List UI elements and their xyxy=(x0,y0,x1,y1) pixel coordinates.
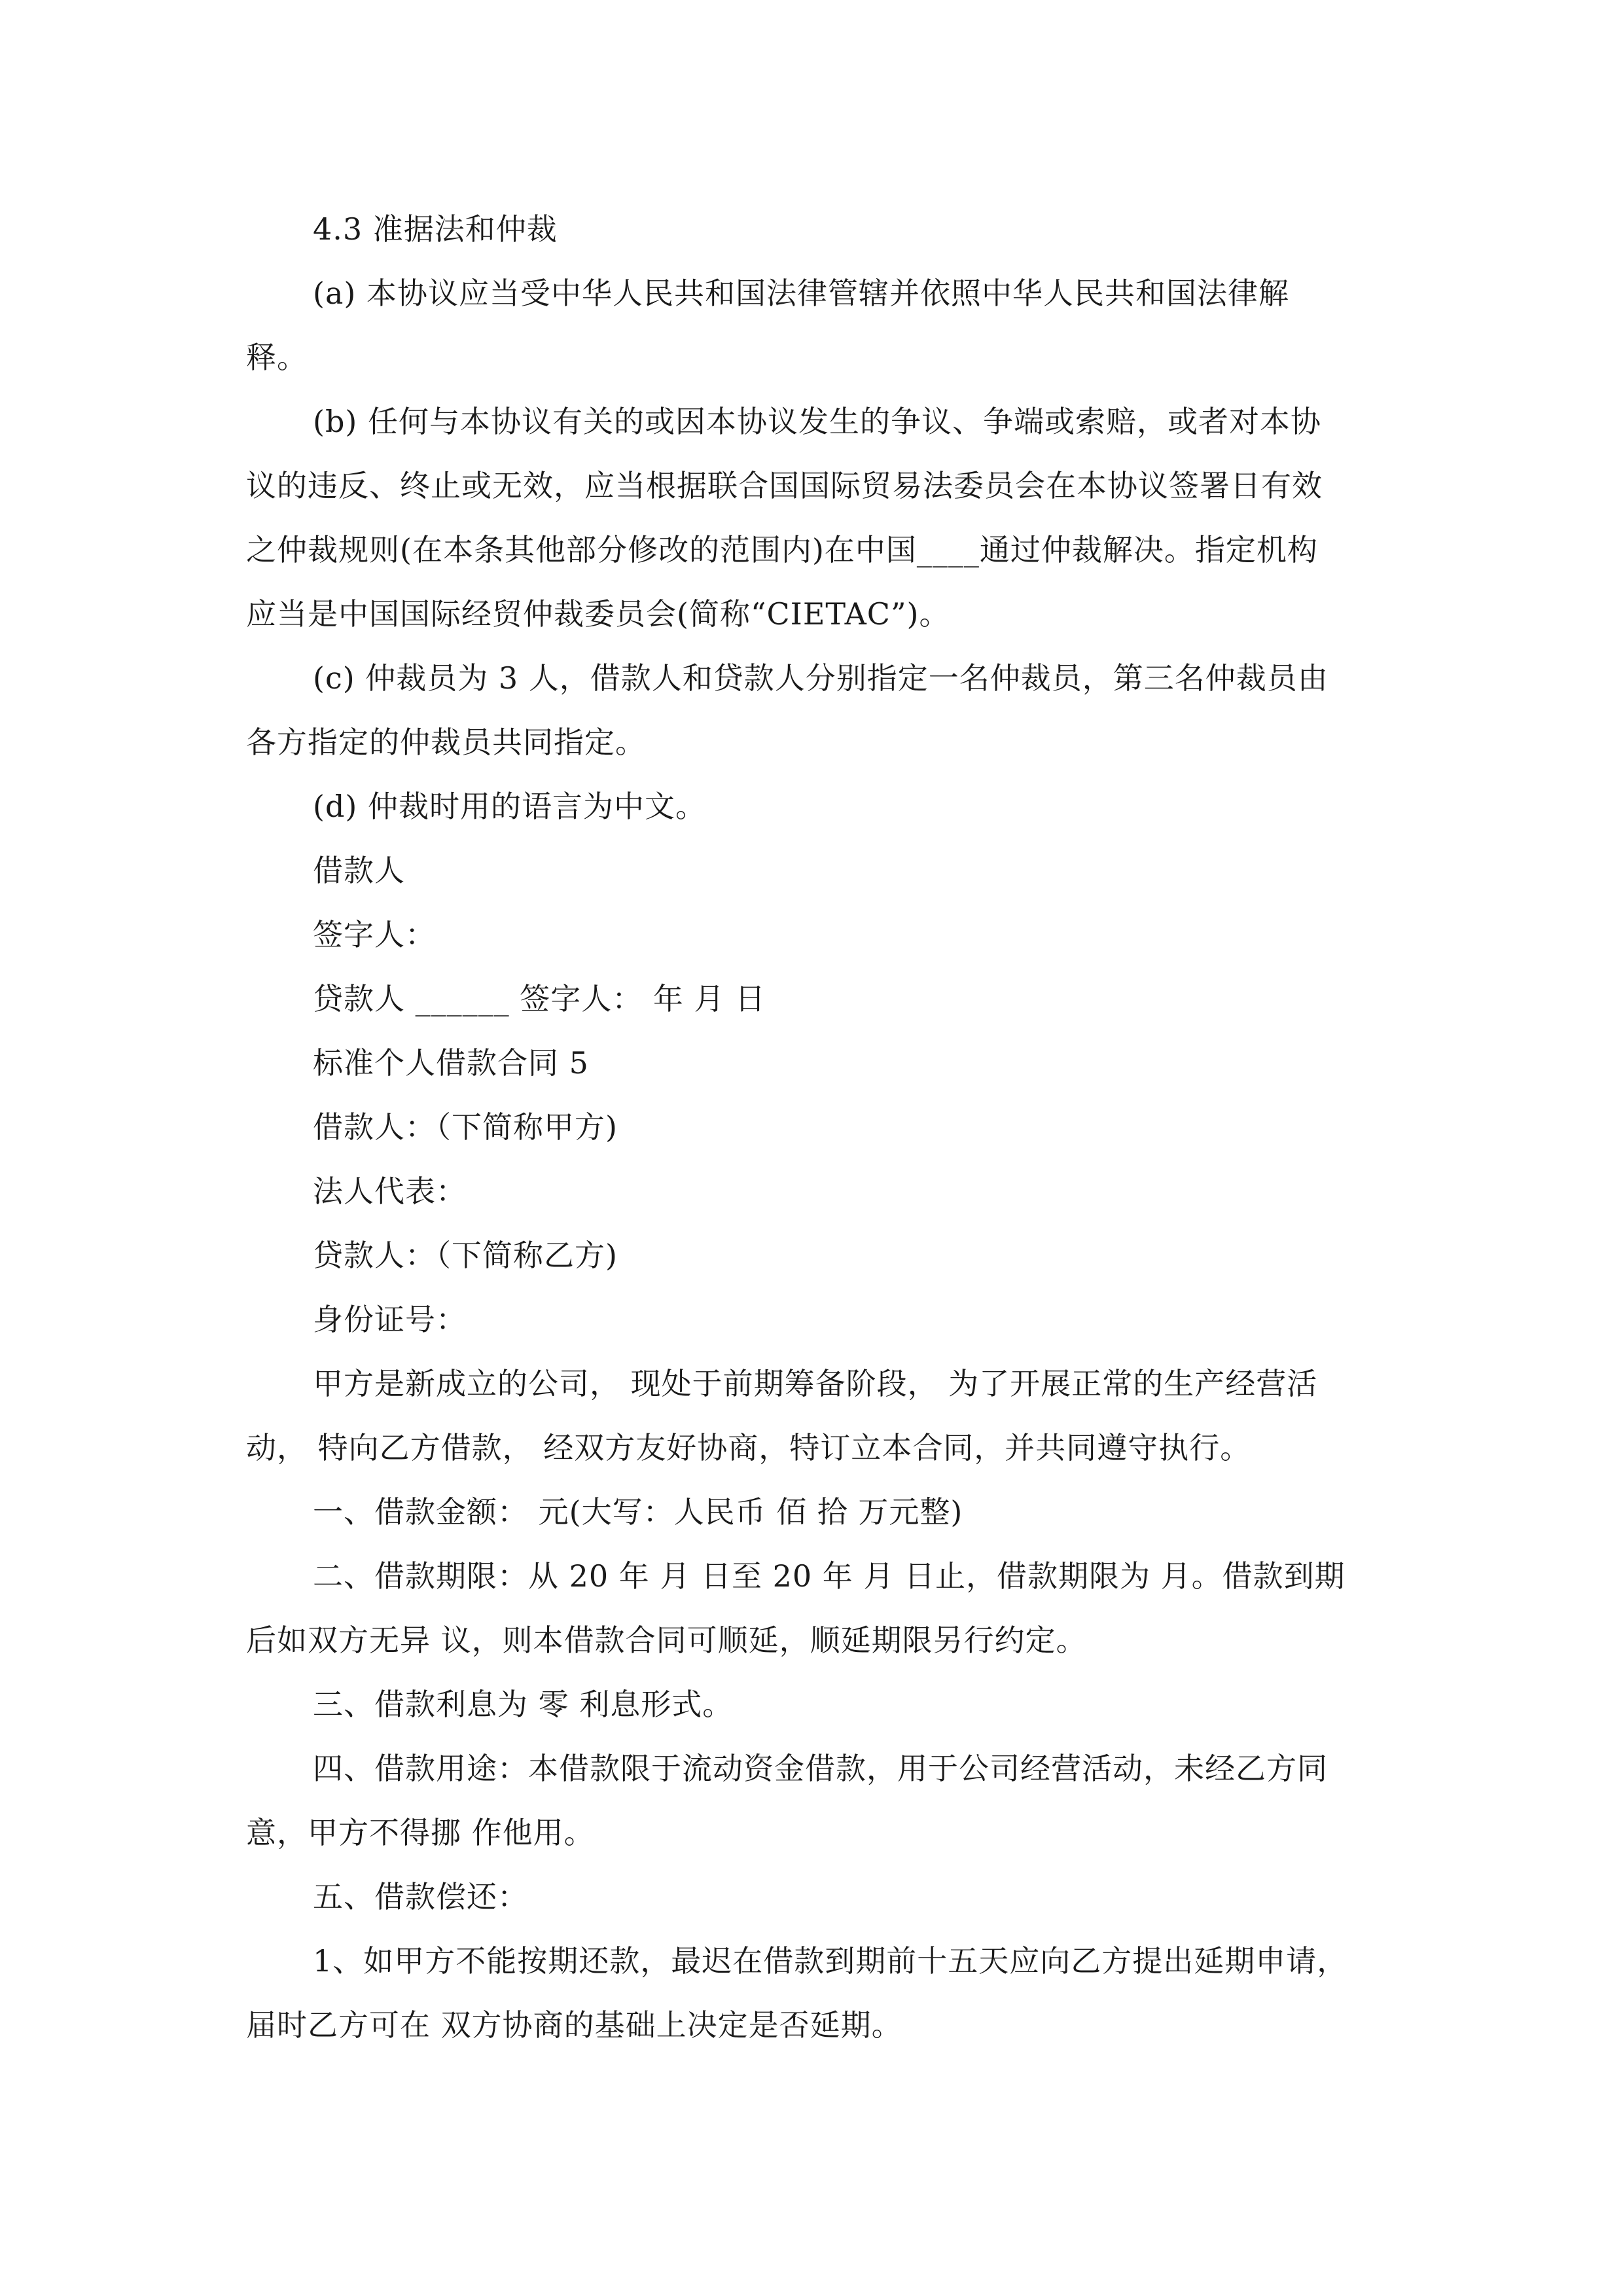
article-4-line-2: 意，甲方不得挪 作他用。 xyxy=(246,1815,595,1850)
clause-b-line-1: (b) 任何与本协议有关的或因本协议发生的争议、争端或索赔，或者对本协 xyxy=(313,404,1321,439)
preamble-line-1: 甲方是新成立的公司， 现处于前期筹备阶段， 为了开展正常的生产经营活 xyxy=(313,1366,1318,1401)
section-heading: 4.3 准据法和仲裁 xyxy=(313,211,558,247)
article-4-line-1: 四、借款用途：本借款限于流动资金借款，用于公司经营活动，未经乙方同 xyxy=(313,1751,1328,1786)
borrower-party: 借款人：（下简称甲方) xyxy=(313,1109,618,1145)
preamble-line-2: 动， 特向乙方借款， 经双方友好协商，特订立本合同，并共同遵守执行。 xyxy=(246,1430,1251,1465)
clause-b-line-3: 之仲裁规则(在本条其他部分修改的范围内)在中国____通过仲裁解决。指定机构 xyxy=(246,532,1318,567)
clause-c-line-2: 各方指定的仲裁员共同指定。 xyxy=(246,725,646,760)
borrower-label: 借款人 xyxy=(313,853,405,888)
clause-d-line: (d) 仲裁时用的语言为中文。 xyxy=(313,789,706,824)
lender-party: 贷款人：（下简称乙方) xyxy=(313,1238,618,1273)
clause-b-line-2: 议的违反、终止或无效，应当根据联合国国际贸易法委员会在本协议签署日有效 xyxy=(246,468,1323,503)
clause-a-line-1: (a) 本协议应当受中华人民共和国法律管辖并依照中华人民共和国法律解 xyxy=(313,276,1289,311)
article-5-heading: 五、借款偿还： xyxy=(313,1879,528,1914)
article-5-item-1-line-2: 届时乙方可在 双方协商的基础上决定是否延期。 xyxy=(246,2007,902,2043)
clause-a-line-2: 释。 xyxy=(246,340,308,375)
id-number-label: 身份证号： xyxy=(313,1302,467,1337)
legal-representative: 法人代表： xyxy=(313,1174,467,1209)
signatory-label: 签字人： xyxy=(313,917,436,952)
article-3-interest: 三、借款利息为 零 利息形式。 xyxy=(313,1687,734,1722)
article-5-item-1-line-1: 1、如甲方不能按期还款，最迟在借款到期前十五天应向乙方提出延期申请， xyxy=(313,1943,1348,1979)
lender-signature-line: 贷款人 ______ 签字人： 年 月 日 xyxy=(313,981,766,1016)
contract-title: 标准个人借款合同 5 xyxy=(313,1045,589,1081)
article-1-amount: 一、借款金额： 元(大写：人民币 佰 拾 万元整) xyxy=(313,1494,963,1530)
clause-c-line-1: (c) 仲裁员为 3 人，借款人和贷款人分别指定一名仲裁员，第三名仲裁员由 xyxy=(313,660,1329,696)
clause-b-line-4: 应当是中国国际经贸仲裁委员会(简称“CIETAC”)。 xyxy=(246,596,950,632)
article-2-line-1: 二、借款期限：从 20 年 月 日至 20 年 月 日止，借款期限为 月。借款到期 xyxy=(313,1558,1346,1594)
article-2-line-2: 后如双方无异 议，则本借款合同可顺延，顺延期限另行约定。 xyxy=(246,1623,1087,1658)
